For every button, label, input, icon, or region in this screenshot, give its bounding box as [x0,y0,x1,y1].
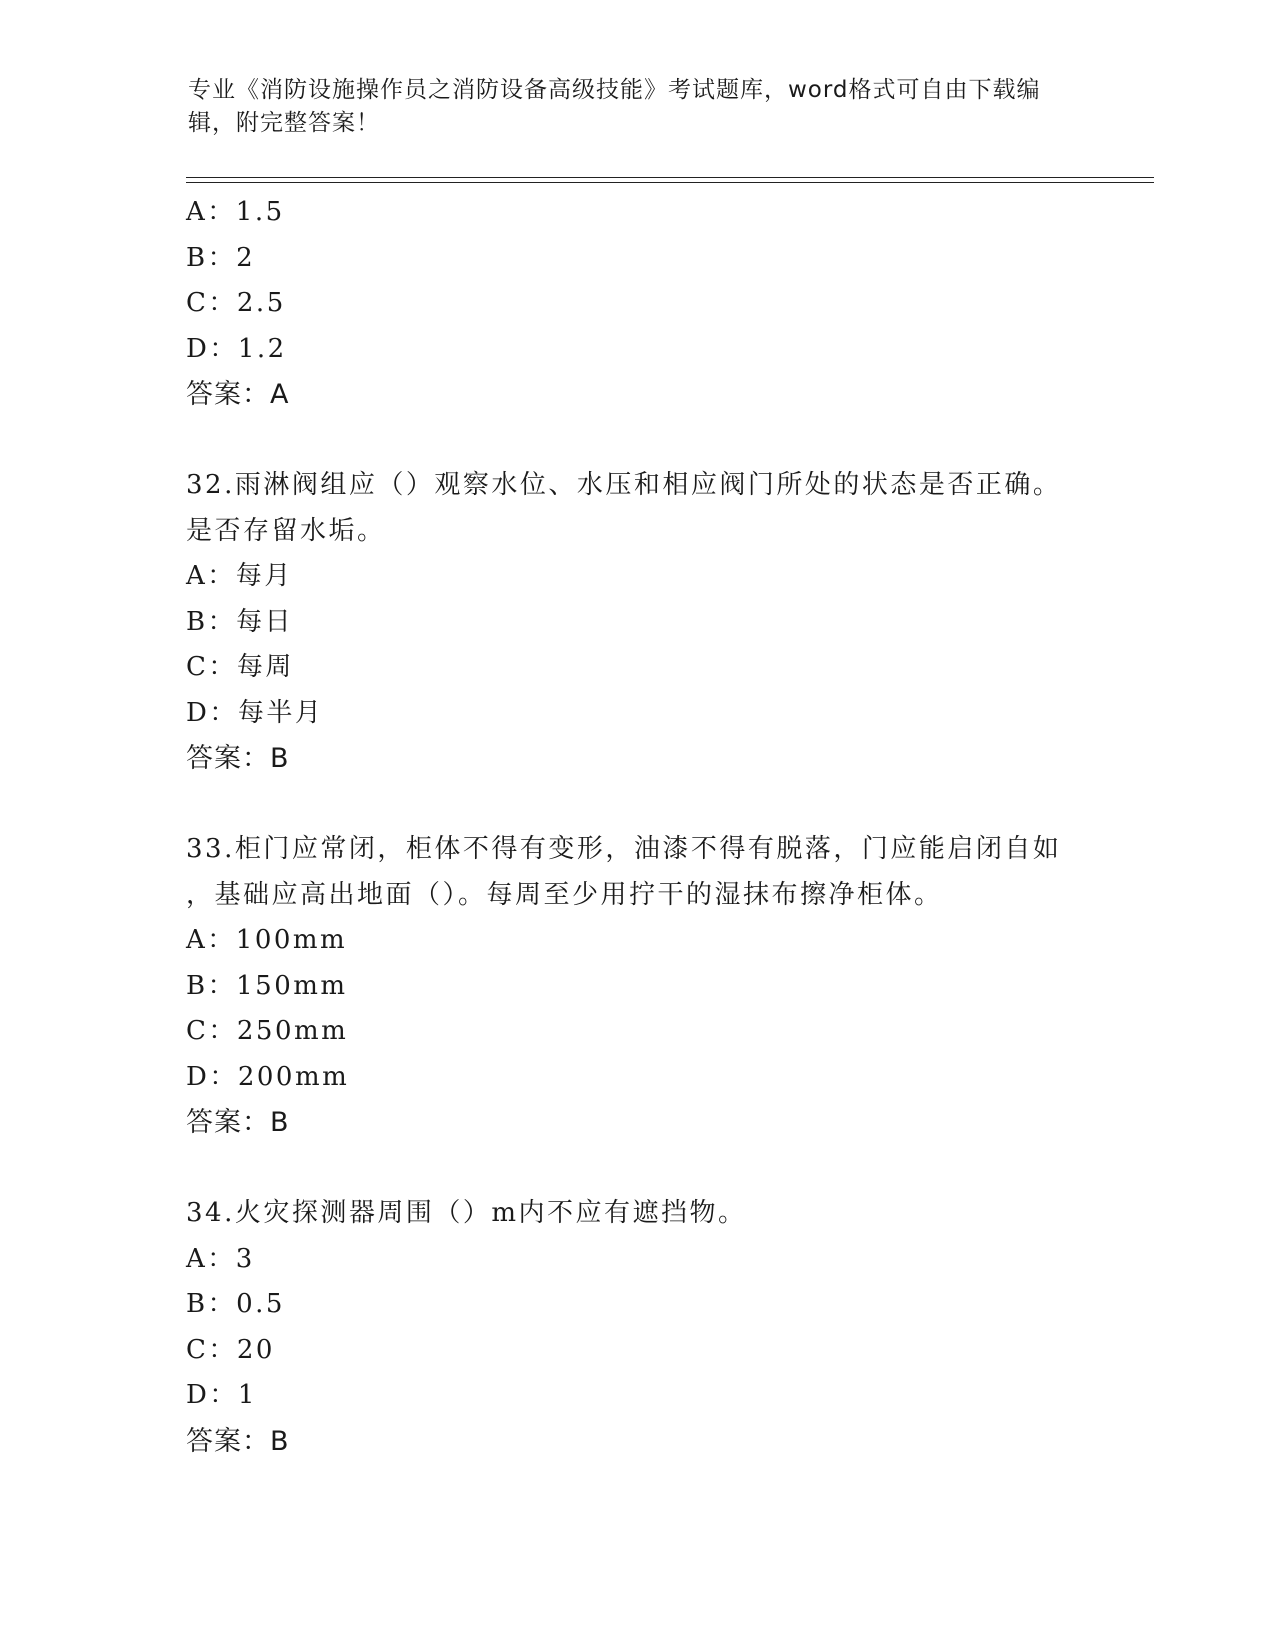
option-a: A：1.5 [186,197,285,227]
question-stem-continued: 是否存留水垢。 [186,515,386,546]
answer: 答案：B [186,743,290,774]
option-d: D：200mm [186,1061,350,1092]
question-31 [186,190,1086,418]
answer: 答案：A [186,379,290,410]
header-line-2: 辑，附完整答案！ [188,110,380,136]
option-a: A：每月 [186,561,293,591]
spacer [186,782,1086,828]
header-line-1: 专业《消防设施操作员之消防设备高级技能》考试题库，word格式可自由下载编 [188,77,1041,103]
option-b: B：2 [186,242,256,273]
option-c: C：每周 [186,652,294,682]
option-d: D：1.2 [186,333,287,364]
option-a: A：100mm [186,925,348,955]
answer: 答案：B [186,1425,290,1457]
option-a: A：3 [186,1243,255,1274]
question-stem-continued: ，基础应高出地面（）。每周至少用拧干的湿抹布擦净柜体。 [186,879,943,910]
option-d: D：每半月 [186,697,324,728]
option-d: D：1 [186,1380,257,1410]
spacer [186,418,1086,464]
answer: 答案：B [186,1107,290,1138]
question-34 [186,1191,1086,1464]
question-stem: 32.雨淋阀组应（）观察水位、水压和相应阀门所处的状态是否正确。 [186,470,1062,500]
question-list [186,190,1086,1464]
document-header [188,74,1088,140]
question-32 [186,463,1086,782]
option-b: B：150mm [186,970,348,1001]
question-stem: 33.柜门应常闭，柜体不得有变形，油漆不得有脱落，门应能启闭自如 [186,834,1062,864]
header-divider-bottom [186,182,1154,183]
option-c: C：20 [186,1334,275,1365]
question-stem: 34.火灾探测器周围（）m内不应有遮挡物。 [186,1198,747,1228]
option-b: B：0.5 [186,1289,285,1319]
option-c: C：250mm [186,1016,349,1046]
option-c: C：2.5 [186,288,286,318]
header-divider-top [186,177,1154,178]
option-b: B：每日 [186,606,294,637]
question-33 [186,827,1086,1146]
spacer [186,1146,1086,1192]
